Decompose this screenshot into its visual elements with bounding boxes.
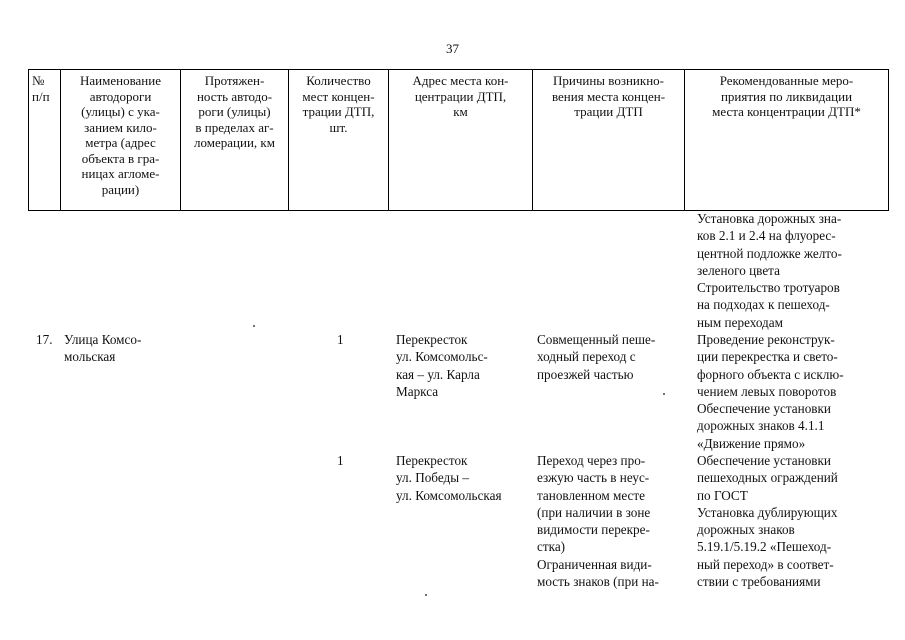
header-number: № п/п: [29, 70, 61, 211]
entry-2-recommendations: Обеспечение установки пешеходных ограждений по ГОСТ Установка дублирующих дорожных знаков 5.19.1/5.19.2 «Пешеход- ный переход» в соответ- ствии с требованиями: [697, 453, 838, 590]
entry-1-recommendations: Проведение реконструк- ции перекрестка и свето- форного объекта с исклю- чением левых поворотов Обеспечение установки дорожных знаков 4.1.1 «Движение прямо»: [697, 332, 844, 451]
entry-2-address: Перекресток ул. Победы – ул. Комсомольская: [396, 453, 502, 503]
header-count: Количество мест концен- трации ДТП, шт.: [289, 70, 389, 211]
page-number: 37: [446, 41, 459, 56]
header-causes: Причины возникно- вения места концен- трации ДТП: [533, 70, 685, 211]
continuation-recommendations: Установка дорожных зна- ков 2.1 и 2.4 на флуорес- центной подложке желто- зеленого цвета Строительство тротуаров на подходах к пешеход- ным переходам: [697, 211, 842, 330]
scan-speck: [253, 325, 255, 327]
entry-1-address: Перекресток ул. Комсомольс- кая – ул. Карла Маркса: [396, 332, 488, 399]
row-number: 17.: [36, 332, 53, 347]
entry-2-cause: Переход через про- езжую часть в неус- тановленном месте (при наличии в зоне видимости перекре- стка) Ограниченная види- мость знаков (при на-: [537, 453, 659, 590]
scan-speck: [425, 594, 427, 596]
road-name: Улица Комсо- мольская: [64, 332, 142, 365]
entry-1-cause: Совмещенный пеше- ходный переход с проезжей частью: [537, 332, 656, 382]
entry-2-count: 1: [337, 453, 344, 468]
header-recommendations: Рекомендованные меро- приятия по ликвидации места концентрации ДТП*: [685, 70, 889, 211]
scan-speck: [663, 393, 665, 395]
table-header: [28, 69, 889, 211]
header-address: Адрес места кон- центрации ДТП, км: [389, 70, 533, 211]
entry-1-count: 1: [337, 332, 344, 347]
header-length: Протяжен- ность автодо- роги (улицы) в пределах аг- ломерации, км: [181, 70, 289, 211]
header-road-name: Наименование автодороги (улицы) с ука- занием кило- метра (адрес объекта в гра- ницах агломе- рации): [61, 70, 181, 211]
